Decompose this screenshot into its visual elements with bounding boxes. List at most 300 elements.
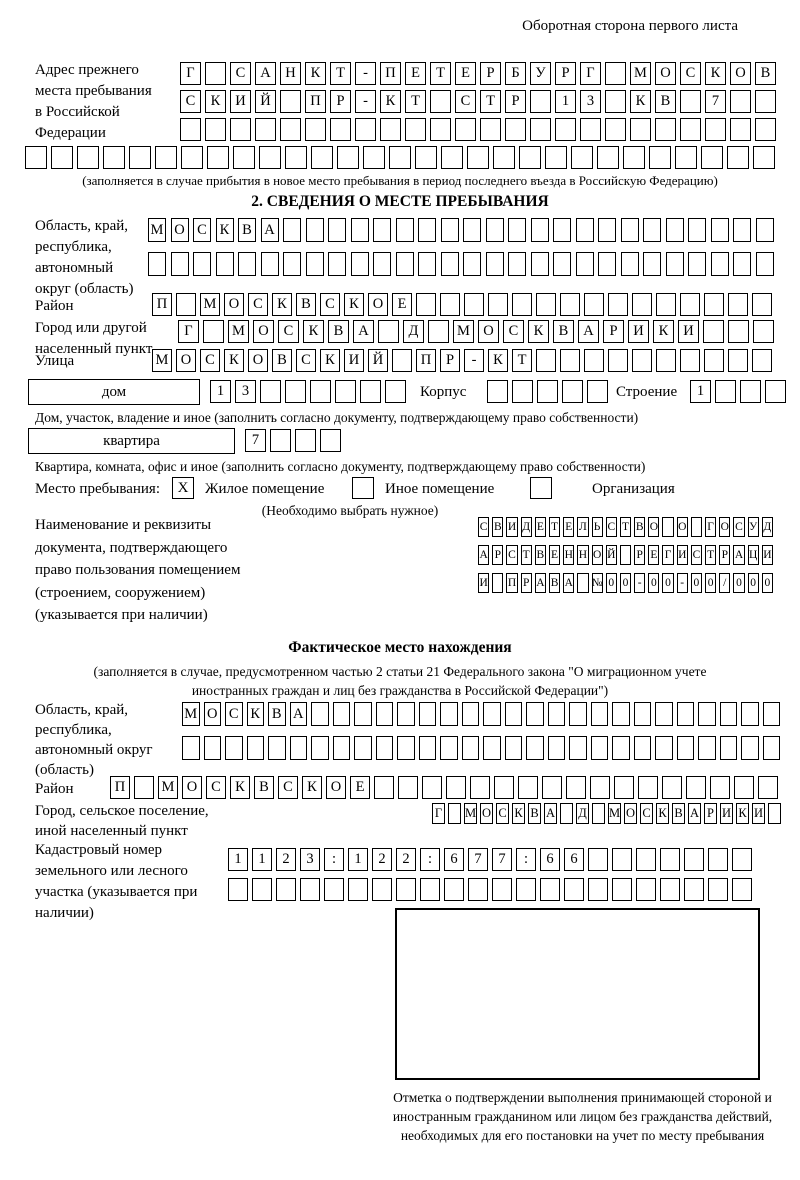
char-box[interactable] [378, 320, 399, 343]
char-box[interactable]: К [630, 90, 651, 113]
char-box[interactable] [389, 146, 411, 169]
char-box[interactable] [704, 293, 724, 316]
char-box[interactable] [372, 878, 392, 901]
char-box[interactable]: М [158, 776, 178, 799]
char-box[interactable] [486, 252, 504, 276]
char-box[interactable] [397, 702, 415, 726]
char-box[interactable] [363, 146, 385, 169]
char-box[interactable] [464, 293, 484, 316]
char-box[interactable] [396, 878, 416, 901]
char-box[interactable]: Е [549, 545, 560, 565]
char-box[interactable]: 1 [555, 90, 576, 113]
char-box[interactable]: А [255, 62, 276, 85]
char-box[interactable] [576, 252, 594, 276]
char-box[interactable]: С [278, 776, 298, 799]
char-box[interactable] [176, 293, 196, 316]
char-box[interactable]: 6 [564, 848, 584, 871]
char-box[interactable]: О [655, 62, 676, 85]
char-box[interactable] [763, 736, 781, 760]
char-box[interactable] [584, 349, 604, 372]
char-box[interactable]: К [305, 62, 326, 85]
char-box[interactable]: В [492, 517, 503, 537]
char-box[interactable]: К [653, 320, 674, 343]
char-box[interactable]: К [205, 90, 226, 113]
char-box[interactable]: 0 [748, 573, 759, 593]
char-box[interactable] [728, 349, 748, 372]
char-box[interactable] [396, 218, 414, 242]
char-box[interactable] [397, 736, 415, 760]
char-box[interactable] [373, 218, 391, 242]
char-box[interactable] [636, 848, 656, 871]
char-box[interactable]: Д [403, 320, 424, 343]
char-box[interactable] [171, 252, 189, 276]
char-box[interactable] [605, 62, 626, 85]
char-box[interactable]: О [368, 293, 388, 316]
char-box[interactable]: 2 [396, 848, 416, 871]
char-box[interactable] [711, 218, 729, 242]
char-box[interactable] [155, 146, 177, 169]
char-box[interactable]: 6 [444, 848, 464, 871]
char-box[interactable]: 7 [705, 90, 726, 113]
char-box[interactable] [553, 252, 571, 276]
char-box[interactable] [577, 573, 588, 593]
char-box[interactable] [516, 878, 536, 901]
char-box[interactable] [233, 146, 255, 169]
char-box[interactable]: М [464, 803, 477, 824]
char-box[interactable]: С [733, 517, 744, 537]
char-box[interactable] [686, 776, 706, 799]
char-box[interactable]: О [478, 320, 499, 343]
char-box[interactable] [730, 90, 751, 113]
char-box[interactable]: : [420, 848, 440, 871]
char-box[interactable] [462, 702, 480, 726]
char-box[interactable] [708, 848, 728, 871]
char-box[interactable] [290, 736, 308, 760]
char-box[interactable]: С [320, 293, 340, 316]
char-box[interactable] [182, 736, 200, 760]
char-box[interactable] [526, 736, 544, 760]
char-box[interactable] [311, 146, 333, 169]
checkbox-organization[interactable] [530, 477, 552, 499]
char-box[interactable] [398, 776, 418, 799]
char-box[interactable] [655, 702, 673, 726]
char-box[interactable] [530, 118, 551, 141]
char-box[interactable]: О [253, 320, 274, 343]
char-box[interactable] [493, 146, 515, 169]
char-box[interactable]: Е [350, 776, 370, 799]
char-box[interactable] [467, 146, 489, 169]
char-box[interactable] [592, 803, 605, 824]
char-box[interactable] [335, 380, 356, 403]
char-box[interactable]: М [608, 803, 621, 824]
char-box[interactable] [311, 736, 329, 760]
char-box[interactable] [753, 146, 775, 169]
char-box[interactable]: В [528, 803, 541, 824]
char-box[interactable] [420, 878, 440, 901]
char-box[interactable] [621, 252, 639, 276]
char-box[interactable] [608, 349, 628, 372]
char-box[interactable]: Й [606, 545, 617, 565]
char-box[interactable]: К [656, 803, 669, 824]
char-box[interactable] [734, 776, 754, 799]
char-box[interactable] [103, 146, 125, 169]
char-box[interactable] [591, 702, 609, 726]
char-box[interactable] [306, 252, 324, 276]
char-box[interactable] [494, 776, 514, 799]
char-box[interactable]: Е [535, 517, 546, 537]
char-box[interactable] [755, 118, 776, 141]
char-box[interactable]: А [290, 702, 308, 726]
char-box[interactable]: 7 [492, 848, 512, 871]
char-box[interactable]: И [752, 803, 765, 824]
char-box[interactable]: 3 [580, 90, 601, 113]
char-box[interactable] [688, 252, 706, 276]
char-box[interactable]: А [478, 545, 489, 565]
char-box[interactable]: И [762, 545, 773, 565]
char-box[interactable] [270, 429, 291, 452]
char-box[interactable] [680, 293, 700, 316]
char-box[interactable]: С [193, 218, 211, 242]
char-box[interactable]: - [634, 573, 645, 593]
char-box[interactable] [537, 380, 558, 403]
char-box[interactable] [385, 380, 406, 403]
char-box[interactable] [486, 218, 504, 242]
char-box[interactable] [569, 702, 587, 726]
char-box[interactable] [728, 293, 748, 316]
char-box[interactable] [733, 252, 751, 276]
char-box[interactable] [662, 517, 673, 537]
char-box[interactable]: О [719, 517, 730, 537]
char-box[interactable]: В [238, 218, 256, 242]
char-box[interactable]: С [506, 545, 517, 565]
char-box[interactable]: О [677, 517, 688, 537]
char-box[interactable] [508, 252, 526, 276]
char-box[interactable]: Е [405, 62, 426, 85]
char-box[interactable] [756, 252, 774, 276]
char-box[interactable] [181, 146, 203, 169]
char-box[interactable] [446, 776, 466, 799]
char-box[interactable]: М [453, 320, 474, 343]
char-box[interactable]: У [748, 517, 759, 537]
char-box[interactable] [720, 736, 738, 760]
char-box[interactable]: А [688, 803, 701, 824]
char-box[interactable] [505, 118, 526, 141]
char-box[interactable]: Р [480, 62, 501, 85]
char-box[interactable] [487, 380, 508, 403]
char-box[interactable]: В [553, 320, 574, 343]
char-box[interactable]: К [380, 90, 401, 113]
char-box[interactable] [373, 252, 391, 276]
char-box[interactable]: 0 [762, 573, 773, 593]
char-box[interactable]: П [110, 776, 130, 799]
char-box[interactable] [732, 848, 752, 871]
char-box[interactable]: - [355, 62, 376, 85]
char-box[interactable] [684, 878, 704, 901]
char-box[interactable]: 0 [662, 573, 673, 593]
char-box[interactable]: Й [255, 90, 276, 113]
char-box[interactable]: Р [521, 573, 532, 593]
char-box[interactable] [526, 702, 544, 726]
char-box[interactable]: М [228, 320, 249, 343]
char-box[interactable]: М [148, 218, 166, 242]
char-box[interactable]: И [344, 349, 364, 372]
char-box[interactable]: К [705, 62, 726, 85]
char-box[interactable] [677, 736, 695, 760]
char-box[interactable] [285, 380, 306, 403]
char-box[interactable] [51, 146, 73, 169]
char-box[interactable] [328, 218, 346, 242]
char-box[interactable] [455, 118, 476, 141]
char-box[interactable] [376, 736, 394, 760]
char-box[interactable] [396, 252, 414, 276]
char-box[interactable]: К [216, 218, 234, 242]
char-box[interactable]: Д [762, 517, 773, 537]
char-box[interactable]: 0 [705, 573, 716, 593]
char-box[interactable] [711, 252, 729, 276]
char-box[interactable] [765, 380, 786, 403]
char-box[interactable]: 1 [210, 380, 231, 403]
char-box[interactable] [621, 218, 639, 242]
char-box[interactable] [720, 702, 738, 726]
char-box[interactable] [488, 293, 508, 316]
char-box[interactable]: О [648, 517, 659, 537]
char-box[interactable]: А [261, 218, 279, 242]
char-box[interactable] [268, 736, 286, 760]
char-box[interactable]: О [730, 62, 751, 85]
char-box[interactable] [448, 803, 461, 824]
char-box[interactable] [193, 252, 211, 276]
char-box[interactable]: А [544, 803, 557, 824]
char-box[interactable] [531, 252, 549, 276]
char-box[interactable] [660, 878, 680, 901]
char-box[interactable] [283, 252, 301, 276]
char-box[interactable] [261, 252, 279, 276]
char-box[interactable]: Р [704, 803, 717, 824]
char-box[interactable] [755, 90, 776, 113]
char-box[interactable] [555, 118, 576, 141]
char-box[interactable] [440, 736, 458, 760]
char-box[interactable] [205, 118, 226, 141]
char-box[interactable]: И [230, 90, 251, 113]
char-box[interactable]: В [296, 293, 316, 316]
char-box[interactable]: С [180, 90, 201, 113]
char-box[interactable] [483, 702, 501, 726]
char-box[interactable]: И [506, 517, 517, 537]
char-box[interactable]: И [478, 573, 489, 593]
char-box[interactable]: П [305, 90, 326, 113]
char-box[interactable] [560, 803, 573, 824]
char-box[interactable]: Р [719, 545, 730, 565]
char-box[interactable]: 2 [372, 848, 392, 871]
char-box[interactable] [638, 776, 658, 799]
char-box[interactable] [225, 736, 243, 760]
char-box[interactable]: С [248, 293, 268, 316]
char-box[interactable]: И [678, 320, 699, 343]
char-box[interactable] [354, 702, 372, 726]
char-box[interactable] [708, 878, 728, 901]
char-box[interactable] [752, 349, 772, 372]
char-box[interactable] [656, 293, 676, 316]
char-box[interactable] [560, 349, 580, 372]
char-box[interactable] [462, 736, 480, 760]
char-box[interactable] [440, 293, 460, 316]
char-box[interactable] [518, 776, 538, 799]
char-box[interactable]: В [655, 90, 676, 113]
char-box[interactable] [392, 349, 412, 372]
char-box[interactable] [320, 429, 341, 452]
char-box[interactable] [634, 736, 652, 760]
char-box[interactable] [283, 218, 301, 242]
char-box[interactable]: К [528, 320, 549, 343]
char-box[interactable] [512, 293, 532, 316]
char-box[interactable] [768, 803, 781, 824]
char-box[interactable] [310, 380, 331, 403]
char-box[interactable] [355, 118, 376, 141]
char-box[interactable] [741, 736, 759, 760]
char-box[interactable] [295, 429, 316, 452]
char-box[interactable] [741, 702, 759, 726]
char-box[interactable] [590, 776, 610, 799]
char-box[interactable]: : [324, 848, 344, 871]
char-box[interactable] [441, 146, 463, 169]
char-box[interactable]: : [516, 848, 536, 871]
char-box[interactable]: В [672, 803, 685, 824]
char-box[interactable]: А [563, 573, 574, 593]
char-box[interactable]: Т [330, 62, 351, 85]
char-box[interactable] [684, 848, 704, 871]
char-box[interactable] [280, 118, 301, 141]
char-box[interactable]: 0 [691, 573, 702, 593]
char-box[interactable]: Р [634, 545, 645, 565]
char-box[interactable] [548, 736, 566, 760]
char-box[interactable]: 3 [235, 380, 256, 403]
char-box[interactable]: - [355, 90, 376, 113]
char-box[interactable] [419, 702, 437, 726]
char-box[interactable] [643, 218, 661, 242]
char-box[interactable]: К [344, 293, 364, 316]
char-box[interactable] [688, 218, 706, 242]
char-box[interactable]: С [496, 803, 509, 824]
char-box[interactable] [351, 252, 369, 276]
char-box[interactable] [540, 878, 560, 901]
char-box[interactable]: / [719, 573, 730, 593]
char-box[interactable]: В [634, 517, 645, 537]
char-box[interactable] [649, 146, 671, 169]
char-box[interactable] [536, 293, 556, 316]
char-box[interactable]: С [225, 702, 243, 726]
char-box[interactable]: 0 [620, 573, 631, 593]
char-box[interactable] [255, 118, 276, 141]
char-box[interactable] [584, 293, 604, 316]
char-box[interactable] [333, 702, 351, 726]
char-box[interactable] [247, 736, 265, 760]
char-box[interactable]: Б [505, 62, 526, 85]
char-box[interactable]: 0 [733, 573, 744, 593]
char-box[interactable] [598, 218, 616, 242]
house-type-box[interactable]: дом [28, 379, 200, 405]
char-box[interactable]: 0 [606, 573, 617, 593]
char-box[interactable]: С [206, 776, 226, 799]
char-box[interactable] [333, 736, 351, 760]
char-box[interactable] [305, 118, 326, 141]
char-box[interactable] [655, 118, 676, 141]
char-box[interactable] [588, 848, 608, 871]
char-box[interactable]: И [677, 545, 688, 565]
char-box[interactable]: К [247, 702, 265, 726]
char-box[interactable]: Е [563, 517, 574, 537]
char-box[interactable] [636, 878, 656, 901]
char-box[interactable]: - [677, 573, 688, 593]
char-box[interactable]: О [624, 803, 637, 824]
char-box[interactable]: Д [521, 517, 532, 537]
char-box[interactable]: П [152, 293, 172, 316]
char-box[interactable] [730, 118, 751, 141]
char-box[interactable] [180, 118, 201, 141]
char-box[interactable] [569, 736, 587, 760]
char-box[interactable]: 1 [252, 848, 272, 871]
char-box[interactable] [605, 90, 626, 113]
char-box[interactable]: С [296, 349, 316, 372]
char-box[interactable]: А [733, 545, 744, 565]
char-box[interactable] [763, 702, 781, 726]
char-box[interactable] [630, 118, 651, 141]
char-box[interactable]: Н [577, 545, 588, 565]
char-box[interactable] [710, 776, 730, 799]
char-box[interactable] [680, 349, 700, 372]
char-box[interactable] [430, 90, 451, 113]
char-box[interactable]: Г [705, 517, 716, 537]
char-box[interactable] [129, 146, 151, 169]
char-box[interactable] [508, 218, 526, 242]
char-box[interactable] [415, 146, 437, 169]
char-box[interactable] [444, 878, 464, 901]
char-box[interactable]: К [230, 776, 250, 799]
char-box[interactable] [204, 736, 222, 760]
char-box[interactable] [428, 320, 449, 343]
char-box[interactable] [620, 545, 631, 565]
char-box[interactable]: О [326, 776, 346, 799]
char-box[interactable] [752, 293, 772, 316]
char-box[interactable] [324, 878, 344, 901]
char-box[interactable] [566, 776, 586, 799]
char-box[interactable] [655, 736, 673, 760]
char-box[interactable] [698, 736, 716, 760]
char-box[interactable] [230, 118, 251, 141]
char-box[interactable]: Н [280, 62, 301, 85]
char-box[interactable] [519, 146, 541, 169]
char-box[interactable] [348, 878, 368, 901]
char-box[interactable] [480, 118, 501, 141]
char-box[interactable] [419, 736, 437, 760]
char-box[interactable]: Ц [748, 545, 759, 565]
char-box[interactable]: П [380, 62, 401, 85]
char-box[interactable]: К [736, 803, 749, 824]
char-box[interactable]: С [278, 320, 299, 343]
char-box[interactable] [660, 848, 680, 871]
char-box[interactable]: К [272, 293, 292, 316]
char-box[interactable] [238, 252, 256, 276]
char-box[interactable] [228, 878, 248, 901]
char-box[interactable]: Т [430, 62, 451, 85]
char-box[interactable] [680, 118, 701, 141]
char-box[interactable]: 7 [245, 429, 266, 452]
char-box[interactable]: Й [368, 349, 388, 372]
char-box[interactable]: К [512, 803, 525, 824]
char-box[interactable] [605, 118, 626, 141]
char-box[interactable]: О [182, 776, 202, 799]
char-box[interactable]: Г [580, 62, 601, 85]
char-box[interactable] [337, 146, 359, 169]
